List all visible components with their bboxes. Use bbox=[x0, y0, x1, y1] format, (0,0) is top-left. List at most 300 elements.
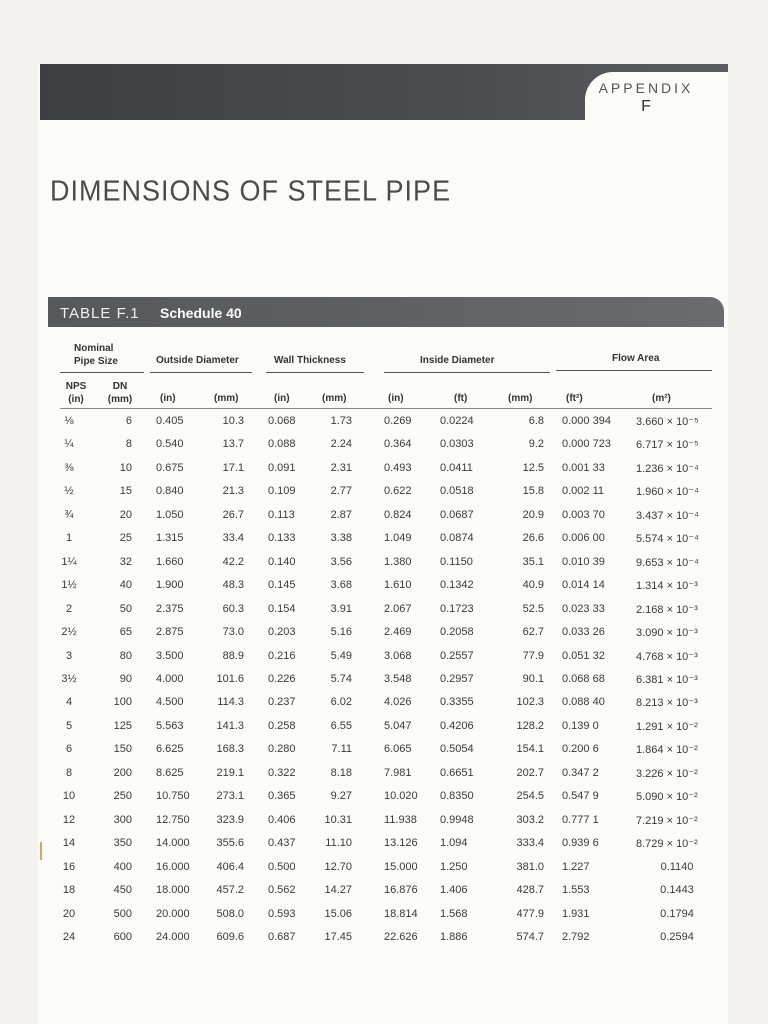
cell-id-in: 2.067 bbox=[384, 602, 412, 615]
cell-nps: 16 bbox=[62, 860, 76, 873]
table-row bbox=[0, 579, 768, 601]
table-row bbox=[0, 673, 768, 695]
cell-fa-m2: 8.213 × 10⁻³ bbox=[636, 697, 698, 710]
cell-dn: 15 bbox=[119, 485, 132, 498]
cell-od-mm: 73.0 bbox=[222, 626, 244, 638]
cell-fa-m2: 1.236 × 10⁻⁴ bbox=[636, 462, 699, 475]
cell-fa-m2: 5.574 × 10⁻⁴ bbox=[636, 533, 699, 546]
cell-id-ft: 0.0874 bbox=[440, 532, 474, 545]
table-row bbox=[0, 603, 768, 625]
cell-od-mm: 88.9 bbox=[222, 649, 244, 662]
subheader-id-mm: (mm) bbox=[508, 393, 533, 404]
cell-wt-mm: 2.31 bbox=[330, 461, 352, 474]
cell-wt-mm: 3.68 bbox=[330, 579, 352, 592]
table-title-band bbox=[48, 297, 724, 327]
cell-id-ft: 0.1150 bbox=[440, 555, 473, 568]
cell-id-ft: 0.1723 bbox=[440, 602, 474, 615]
cell-id-ft: 1.886 bbox=[440, 930, 468, 943]
cell-od-mm: 21.3 bbox=[222, 485, 244, 498]
cell-id-mm: 202.7 bbox=[516, 766, 544, 779]
cell-fa-m2: 3.090 × 10⁻³ bbox=[636, 627, 698, 639]
cell-nps: 4 bbox=[65, 696, 73, 709]
cell-fa-ft2: 0.033 26 bbox=[562, 626, 605, 638]
appendix-label: APPENDIX bbox=[598, 80, 694, 96]
cell-wt-in: 0.562 bbox=[268, 884, 296, 896]
rule-inside-diameter bbox=[384, 372, 550, 373]
cell-nps: 5 bbox=[65, 719, 73, 732]
cell-fa-ft2: 0.068 68 bbox=[562, 673, 605, 685]
cell-dn: 600 bbox=[113, 930, 132, 943]
cell-od-in: 2.875 bbox=[156, 626, 184, 638]
page-title: DIMENSIONS OF STEEL PIPE bbox=[50, 175, 452, 207]
cell-od-in: 2.375 bbox=[156, 602, 184, 615]
rule-outside-diameter bbox=[150, 372, 252, 373]
cell-id-mm: 35.1 bbox=[522, 555, 544, 568]
cell-od-mm: 42.2 bbox=[222, 555, 244, 568]
cell-dn: 200 bbox=[113, 766, 132, 779]
cell-fa-ft2: 0.006 00 bbox=[562, 532, 605, 545]
cell-dn: 350 bbox=[113, 837, 132, 850]
cell-wt-in: 0.203 bbox=[268, 626, 296, 638]
cell-id-ft: 0.2557 bbox=[440, 649, 474, 662]
cell-fa-ft2: 0.014 14 bbox=[562, 579, 605, 592]
cell-dn: 500 bbox=[113, 907, 132, 920]
subheader-id-in: (in) bbox=[388, 393, 404, 404]
cell-wt-mm: 17.45 bbox=[324, 930, 352, 943]
cell-id-mm: 154.1 bbox=[516, 743, 544, 756]
cell-od-mm: 33.4 bbox=[222, 532, 244, 545]
cell-dn: 250 bbox=[113, 790, 132, 803]
cell-id-mm: 102.3 bbox=[516, 696, 544, 709]
cell-fa-ft2: 0.051 32 bbox=[562, 649, 605, 662]
cell-od-in: 0.405 bbox=[156, 415, 184, 427]
cell-id-ft: 1.406 bbox=[440, 884, 468, 896]
cell-od-in: 12.750 bbox=[156, 813, 190, 826]
cell-id-in: 1.610 bbox=[384, 579, 412, 592]
cell-id-in: 6.065 bbox=[384, 743, 412, 756]
cell-dn: 6 bbox=[125, 415, 132, 427]
cell-od-mm: 10.3 bbox=[222, 415, 244, 427]
cell-dn: 25 bbox=[119, 532, 132, 545]
cell-od-mm: 26.7 bbox=[222, 508, 244, 521]
cell-od-in: 1.315 bbox=[156, 532, 184, 545]
cell-nps: 18 bbox=[62, 884, 76, 896]
cell-nps: 24 bbox=[62, 930, 76, 943]
cell-fa-ft2: 1.553 bbox=[562, 884, 590, 896]
cell-od-in: 10.750 bbox=[156, 790, 190, 803]
rule-nominal bbox=[60, 372, 144, 373]
cell-wt-in: 0.500 bbox=[268, 860, 296, 873]
cell-od-mm: 101.6 bbox=[216, 673, 244, 685]
cell-nps: 10 bbox=[62, 790, 76, 803]
cell-wt-in: 0.113 bbox=[268, 508, 295, 521]
cell-wt-mm: 15.06 bbox=[324, 907, 352, 920]
cell-nps: ¾ bbox=[64, 508, 74, 521]
cell-fa-m2: 0.2594 bbox=[660, 930, 694, 943]
cell-fa-m2: 5.090 × 10⁻² bbox=[636, 791, 698, 804]
table-row bbox=[0, 626, 768, 648]
cell-fa-ft2: 0.002 11 bbox=[562, 485, 605, 498]
cell-wt-mm: 11.10 bbox=[325, 837, 352, 850]
appendix-letter: F bbox=[641, 98, 651, 115]
subheader-od-in: (in) bbox=[160, 393, 176, 404]
table-row bbox=[0, 861, 768, 883]
cell-fa-m2: 9.653 × 10⁻⁴ bbox=[636, 556, 699, 569]
cell-od-mm: 141.3 bbox=[216, 719, 244, 732]
cell-id-mm: 477.9 bbox=[516, 907, 544, 920]
subheader-wt-in: (in) bbox=[274, 393, 290, 404]
subheader-od-mm: (mm) bbox=[214, 393, 239, 404]
cell-wt-mm: 2.24 bbox=[330, 438, 352, 451]
cell-dn: 450 bbox=[113, 884, 132, 896]
cell-fa-ft2: 0.001 33 bbox=[562, 461, 605, 474]
cell-id-mm: 90.1 bbox=[522, 673, 544, 685]
cell-id-ft: 1.094 bbox=[440, 837, 468, 850]
cell-id-ft: 0.5054 bbox=[440, 743, 474, 756]
subheader-id-ft: (ft) bbox=[454, 393, 468, 404]
cell-wt-in: 0.088 bbox=[268, 438, 296, 451]
cell-wt-in: 0.068 bbox=[268, 415, 296, 427]
cell-wt-mm: 9.27 bbox=[330, 790, 352, 803]
header-wall-thickness: Wall Thickness bbox=[274, 355, 346, 366]
cell-od-in: 0.675 bbox=[156, 461, 184, 474]
cell-fa-m2: 0.1140 bbox=[660, 860, 694, 873]
cell-dn: 150 bbox=[113, 743, 132, 756]
cell-wt-in: 0.437 bbox=[268, 837, 296, 850]
cell-id-ft: 0.0687 bbox=[440, 508, 474, 521]
cell-wt-mm: 8.18 bbox=[330, 766, 352, 779]
table-row bbox=[0, 837, 768, 859]
cell-wt-mm: 3.56 bbox=[330, 555, 352, 568]
cell-od-in: 0.540 bbox=[156, 438, 184, 451]
cell-id-mm: 303.2 bbox=[516, 813, 544, 826]
cell-fa-ft2: 0.139 0 bbox=[562, 719, 599, 732]
cell-od-mm: 355.6 bbox=[216, 837, 244, 850]
cell-id-ft: 0.0224 bbox=[440, 415, 474, 427]
cell-od-mm: 13.7 bbox=[222, 438, 244, 451]
cell-od-in: 20.000 bbox=[156, 907, 190, 920]
cell-id-ft: 1.568 bbox=[440, 907, 468, 920]
cell-nps: 2 bbox=[65, 602, 73, 615]
cell-id-mm: 381.0 bbox=[516, 860, 544, 873]
cell-od-in: 5.563 bbox=[156, 719, 184, 732]
cell-id-mm: 77.9 bbox=[522, 649, 544, 662]
cell-od-mm: 168.3 bbox=[216, 743, 244, 756]
cell-id-in: 18.814 bbox=[384, 907, 418, 920]
cell-id-ft: 0.6651 bbox=[440, 766, 474, 779]
cell-id-mm: 12.5 bbox=[522, 461, 544, 474]
cell-id-ft: 0.0518 bbox=[440, 485, 474, 498]
cell-id-in: 0.622 bbox=[384, 485, 412, 498]
cell-nps: 14 bbox=[62, 837, 76, 850]
table-label: TABLE F.1 bbox=[60, 305, 140, 322]
cell-wt-in: 0.365 bbox=[268, 790, 296, 803]
cell-od-mm: 48.3 bbox=[222, 579, 244, 592]
cell-od-mm: 406.4 bbox=[216, 860, 244, 873]
cell-id-in: 11.938 bbox=[384, 813, 417, 826]
subheader-dn: DN (mm) bbox=[107, 381, 133, 405]
cell-wt-mm: 2.77 bbox=[330, 485, 352, 498]
cell-od-mm: 508.0 bbox=[216, 907, 244, 920]
cell-wt-in: 0.091 bbox=[268, 461, 296, 474]
cell-wt-mm: 6.55 bbox=[330, 719, 352, 732]
cell-wt-mm: 2.87 bbox=[330, 508, 352, 521]
cell-id-in: 15.000 bbox=[384, 860, 418, 873]
cell-id-in: 1.380 bbox=[384, 555, 412, 568]
cell-dn: 400 bbox=[113, 860, 132, 873]
cell-id-mm: 333.4 bbox=[516, 837, 544, 850]
table-row bbox=[0, 485, 768, 507]
subheader-nps: NPS (in) bbox=[65, 381, 87, 405]
table-row bbox=[0, 884, 768, 906]
cell-fa-m2: 3.226 × 10⁻² bbox=[636, 767, 698, 780]
table-row bbox=[0, 908, 768, 930]
cell-dn: 65 bbox=[119, 626, 132, 638]
cell-fa-m2: 6.717 × 10⁻⁵ bbox=[636, 439, 699, 452]
cell-fa-m2: 1.314 × 10⁻³ bbox=[636, 580, 698, 593]
cell-dn: 8 bbox=[125, 438, 132, 451]
cell-dn: 80 bbox=[119, 649, 132, 662]
cell-od-mm: 17.1 bbox=[222, 461, 244, 474]
cell-id-in: 22.626 bbox=[384, 930, 418, 943]
cell-nps: 12 bbox=[62, 813, 76, 826]
cell-od-in: 14.000 bbox=[156, 837, 190, 850]
rule-under-units bbox=[60, 408, 712, 409]
table-row bbox=[0, 696, 768, 718]
cell-id-in: 16.876 bbox=[384, 884, 418, 896]
table-row bbox=[0, 509, 768, 531]
cell-wt-in: 0.322 bbox=[268, 766, 296, 779]
cell-wt-in: 0.258 bbox=[268, 719, 296, 732]
rule-flow-area bbox=[556, 370, 712, 371]
table-row bbox=[0, 790, 768, 812]
cell-id-in: 2.469 bbox=[384, 626, 412, 638]
cell-nps: 2½ bbox=[61, 626, 77, 638]
cell-od-mm: 609.6 bbox=[216, 930, 244, 943]
cell-fa-m2: 8.729 × 10⁻² bbox=[636, 838, 698, 851]
cell-wt-mm: 5.74 bbox=[330, 673, 352, 685]
cell-fa-ft2: 0.023 33 bbox=[562, 602, 605, 615]
header-inside-diameter: Inside Diameter bbox=[420, 355, 495, 366]
cell-nps: ⅛ bbox=[64, 415, 74, 427]
cell-dn: 125 bbox=[113, 719, 132, 732]
cell-od-mm: 60.3 bbox=[222, 602, 244, 615]
cell-wt-mm: 6.02 bbox=[330, 696, 352, 709]
cell-id-ft: 0.2957 bbox=[440, 673, 474, 685]
cell-dn: 20 bbox=[119, 508, 132, 521]
cell-fa-ft2: 1.227 bbox=[562, 860, 590, 873]
cell-id-ft: 0.1342 bbox=[440, 579, 474, 592]
cell-id-mm: 254.5 bbox=[516, 790, 544, 803]
cell-wt-in: 0.133 bbox=[268, 532, 296, 545]
cell-id-in: 0.824 bbox=[384, 508, 412, 521]
cell-dn: 100 bbox=[113, 696, 132, 709]
cell-dn: 90 bbox=[119, 673, 132, 685]
table-row bbox=[0, 720, 768, 742]
cell-fa-m2: 4.768 × 10⁻³ bbox=[636, 650, 698, 663]
cell-fa-m2: 1.960 × 10⁻⁴ bbox=[636, 486, 699, 499]
subheader-fa-ft2: (ft²) bbox=[566, 393, 583, 404]
cell-fa-m2: 0.1443 bbox=[660, 884, 694, 896]
table-row bbox=[0, 767, 768, 789]
cell-od-in: 18.000 bbox=[156, 884, 190, 896]
cell-id-mm: 40.9 bbox=[522, 579, 544, 592]
cell-id-ft: 1.250 bbox=[440, 860, 468, 873]
cell-od-in: 1.900 bbox=[156, 579, 184, 592]
cell-id-in: 10.020 bbox=[384, 790, 418, 803]
cell-wt-in: 0.280 bbox=[268, 743, 296, 756]
cell-wt-in: 0.154 bbox=[268, 602, 296, 615]
cell-id-in: 3.068 bbox=[384, 649, 412, 662]
cell-id-in: 0.269 bbox=[384, 415, 412, 427]
cell-id-mm: 128.2 bbox=[516, 719, 544, 732]
cell-dn: 10 bbox=[119, 461, 132, 474]
cell-wt-mm: 5.49 bbox=[330, 649, 352, 662]
cell-id-in: 0.364 bbox=[384, 438, 412, 451]
cell-id-mm: 574.7 bbox=[516, 930, 544, 943]
cell-id-mm: 9.2 bbox=[528, 438, 544, 451]
cell-id-in: 4.026 bbox=[384, 696, 412, 709]
cell-od-mm: 457.2 bbox=[216, 884, 244, 896]
cell-id-in: 1.049 bbox=[384, 532, 412, 545]
cell-id-ft: 0.0303 bbox=[440, 438, 474, 451]
cell-nps: 3½ bbox=[61, 673, 77, 685]
cell-od-mm: 219.1 bbox=[216, 766, 244, 779]
cell-od-in: 0.840 bbox=[156, 485, 184, 498]
cell-od-mm: 273.1 bbox=[216, 790, 244, 803]
cell-od-in: 3.500 bbox=[156, 649, 184, 662]
cell-od-in: 1.050 bbox=[156, 508, 184, 521]
cell-id-mm: 15.8 bbox=[522, 485, 544, 498]
table-row bbox=[0, 650, 768, 672]
table-row bbox=[0, 556, 768, 578]
cell-fa-m2: 1.291 × 10⁻² bbox=[636, 720, 698, 733]
cell-id-mm: 52.5 bbox=[522, 602, 544, 615]
table-row bbox=[0, 743, 768, 765]
cell-fa-m2: 6.381 × 10⁻³ bbox=[636, 674, 698, 686]
cell-id-ft: 0.4206 bbox=[440, 719, 474, 732]
cell-wt-in: 0.109 bbox=[268, 485, 296, 498]
table-row bbox=[0, 415, 768, 437]
cell-fa-ft2: 0.010 39 bbox=[562, 555, 605, 568]
cell-id-mm: 428.7 bbox=[516, 884, 544, 896]
cell-nps: 20 bbox=[62, 907, 76, 920]
cell-fa-ft2: 0.547 9 bbox=[562, 790, 599, 803]
cell-fa-m2: 2.168 × 10⁻³ bbox=[636, 603, 698, 616]
cell-wt-in: 0.237 bbox=[268, 696, 296, 709]
header-outside-diameter: Outside Diameter bbox=[156, 355, 239, 366]
cell-od-in: 8.625 bbox=[156, 766, 184, 779]
cell-wt-in: 0.216 bbox=[268, 649, 296, 662]
cell-id-in: 7.981 bbox=[384, 766, 412, 779]
cell-od-mm: 114.3 bbox=[217, 696, 244, 709]
cell-nps: 6 bbox=[65, 743, 73, 756]
cell-id-in: 13.126 bbox=[384, 837, 418, 850]
cell-od-in: 24.000 bbox=[156, 930, 190, 943]
cell-fa-ft2: 0.003 70 bbox=[562, 508, 605, 521]
table-row bbox=[0, 462, 768, 484]
subheader-wt-mm: (mm) bbox=[322, 393, 347, 404]
cell-id-in: 3.548 bbox=[384, 673, 412, 685]
cell-wt-in: 0.140 bbox=[268, 555, 296, 568]
cell-wt-mm: 10.31 bbox=[324, 813, 352, 826]
table-caption: Schedule 40 bbox=[160, 305, 242, 321]
table-row bbox=[0, 438, 768, 460]
header-nominal-pipe-size: Nominal Pipe Size bbox=[74, 343, 118, 367]
margin-mark bbox=[40, 842, 42, 860]
subheader-fa-m2: (m²) bbox=[652, 393, 671, 404]
cell-id-mm: 20.9 bbox=[522, 508, 544, 521]
cell-id-in: 5.047 bbox=[384, 719, 412, 732]
cell-od-in: 4.500 bbox=[156, 696, 184, 709]
cell-nps: ⅜ bbox=[64, 461, 74, 474]
cell-id-mm: 62.7 bbox=[522, 626, 544, 638]
cell-nps: ¼ bbox=[64, 438, 74, 451]
cell-od-mm: 323.9 bbox=[216, 813, 244, 826]
cell-id-mm: 26.6 bbox=[522, 532, 544, 545]
cell-id-mm: 6.8 bbox=[528, 415, 544, 427]
table-row bbox=[0, 532, 768, 554]
cell-fa-ft2: 0.000 723 bbox=[562, 438, 611, 451]
cell-id-ft: 0.0411 bbox=[440, 461, 473, 474]
cell-wt-mm: 1.73 bbox=[330, 415, 352, 427]
cell-nps: 3 bbox=[65, 649, 73, 662]
cell-nps: 8 bbox=[65, 766, 73, 779]
cell-id-ft: 0.8350 bbox=[440, 790, 474, 803]
cell-wt-mm: 3.38 bbox=[330, 532, 352, 545]
cell-nps: 1 bbox=[65, 532, 73, 545]
cell-fa-m2: 7.219 × 10⁻² bbox=[636, 814, 698, 827]
cell-wt-in: 0.145 bbox=[268, 579, 296, 592]
cell-od-in: 4.000 bbox=[156, 673, 184, 685]
cell-nps: ½ bbox=[64, 485, 74, 498]
cell-wt-mm: 14.27 bbox=[324, 884, 352, 896]
cell-wt-mm: 12.70 bbox=[324, 860, 352, 873]
cell-nps: 1¼ bbox=[61, 555, 77, 568]
cell-fa-m2: 1.864 × 10⁻² bbox=[636, 744, 698, 757]
cell-wt-in: 0.226 bbox=[268, 673, 296, 685]
cell-fa-ft2: 0.088 40 bbox=[562, 696, 605, 709]
cell-od-in: 1.660 bbox=[156, 555, 184, 568]
cell-dn: 300 bbox=[113, 813, 132, 826]
cell-dn: 50 bbox=[119, 602, 132, 615]
cell-wt-mm: 3.91 bbox=[330, 602, 352, 615]
cell-fa-ft2: 0.939 6 bbox=[562, 837, 599, 850]
cell-dn: 40 bbox=[119, 579, 132, 592]
table-row bbox=[0, 814, 768, 836]
cell-od-in: 6.625 bbox=[156, 743, 184, 756]
cell-id-ft: 0.9948 bbox=[440, 813, 474, 826]
cell-fa-ft2: 0.777 1 bbox=[562, 813, 599, 826]
cell-fa-ft2: 1.931 bbox=[562, 907, 590, 920]
cell-fa-ft2: 0.200 6 bbox=[562, 743, 599, 756]
cell-id-ft: 0.2058 bbox=[440, 626, 474, 638]
rule-wall-thickness bbox=[266, 372, 364, 373]
cell-wt-mm: 7.11 bbox=[331, 743, 352, 756]
cell-id-in: 0.493 bbox=[384, 461, 412, 474]
cell-wt-mm: 5.16 bbox=[330, 626, 352, 638]
cell-wt-in: 0.687 bbox=[268, 930, 296, 943]
cell-fa-m2: 0.1794 bbox=[660, 907, 694, 920]
cell-fa-ft2: 2.792 bbox=[562, 930, 590, 943]
header-flow-area: Flow Area bbox=[612, 353, 660, 364]
table-row bbox=[0, 931, 768, 953]
cell-od-in: 16.000 bbox=[156, 860, 190, 873]
cell-fa-m2: 3.437 × 10⁻⁴ bbox=[636, 509, 699, 522]
cell-fa-ft2: 0.347 2 bbox=[562, 766, 599, 779]
cell-dn: 32 bbox=[119, 555, 132, 568]
cell-wt-in: 0.406 bbox=[268, 813, 296, 826]
